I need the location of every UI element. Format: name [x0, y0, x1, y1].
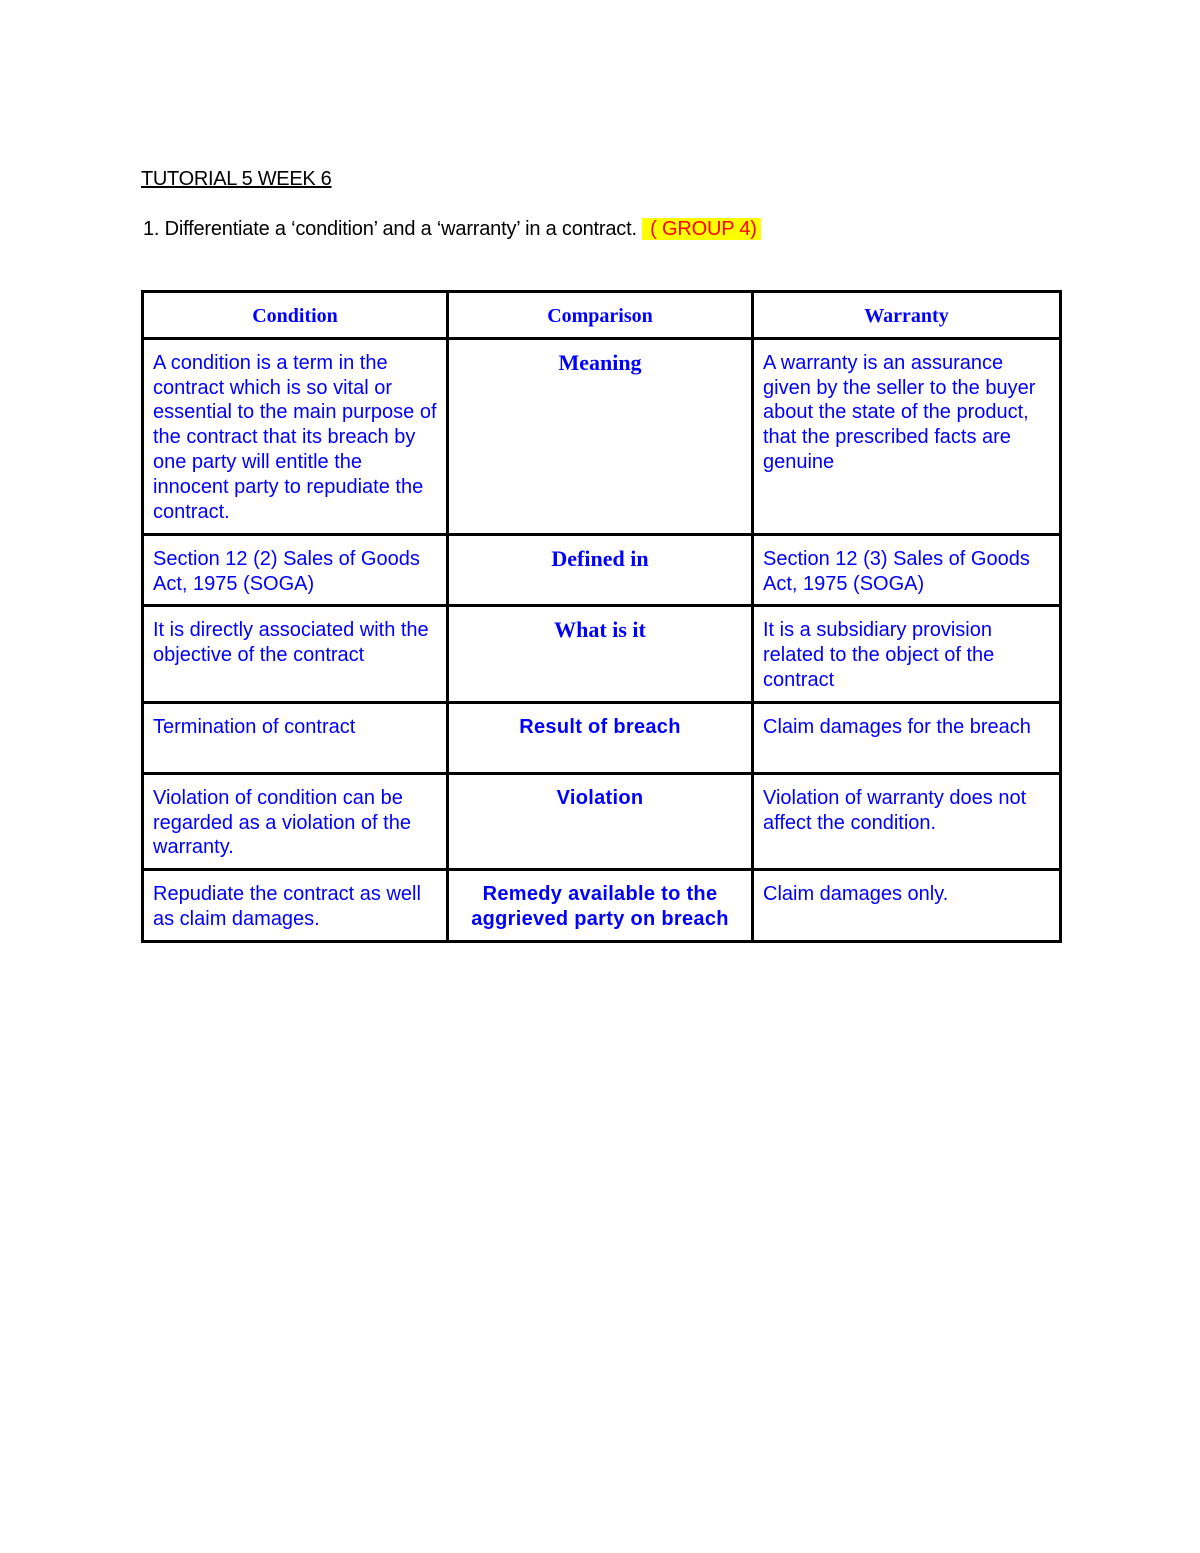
table-row: [143, 338, 1061, 534]
table-row: [143, 773, 1061, 869]
group-tag: ( GROUP 4): [642, 218, 761, 240]
table-header-row: [143, 292, 1061, 339]
comparison-cell: Defined in: [448, 534, 753, 606]
condition-cell: Termination of contract: [143, 702, 448, 773]
condition-cell: Repudiate the contract as well as claim damages.: [143, 870, 448, 942]
comparison-cell: Violation: [448, 773, 753, 869]
warranty-cell: A warranty is an assurance given by the seller to the buyer about the state of the product, that the prescribed facts are genuine: [753, 338, 1061, 534]
condition-cell: Violation of condition can be regarded as a violation of the warranty.: [143, 773, 448, 869]
comparison-cell: Meaning: [448, 338, 753, 534]
header-condition: Condition: [143, 292, 448, 339]
warranty-cell: Claim damages only.: [753, 870, 1061, 942]
comparison-cell: Remedy available to the aggrieved party on breach: [448, 870, 753, 942]
table-row: [143, 534, 1061, 606]
warranty-cell: It is a subsidiary provision related to the object of the contract: [753, 606, 1061, 702]
header-warranty: Warranty: [753, 292, 1061, 339]
table-row: [143, 870, 1061, 942]
comparison-cell: Result of breach: [448, 702, 753, 773]
condition-cell: A condition is a term in the contract which is so vital or essential to the main purpose of the contract that its breach by one party will entitle the innocent party to repudiate the contract.: [143, 338, 448, 534]
warranty-cell: Section 12 (3) Sales of Goods Act, 1975 (SOGA): [753, 534, 1061, 606]
table-row: [143, 606, 1061, 702]
question-label: 1. Differentiate a ‘condition’ and a ‘warranty’ in a contract.: [143, 218, 637, 240]
warranty-cell: Violation of warranty does not affect the condition.: [753, 773, 1061, 869]
table-row: [143, 702, 1061, 773]
comparison-table: [141, 290, 1062, 943]
question-text: [143, 216, 761, 242]
warranty-cell: Claim damages for the breach: [753, 702, 1061, 773]
condition-cell: Section 12 (2) Sales of Goods Act, 1975 (SOGA): [143, 534, 448, 606]
header-comparison: Comparison: [448, 292, 753, 339]
comparison-cell: What is it: [448, 606, 753, 702]
condition-cell: It is directly associated with the objective of the contract: [143, 606, 448, 702]
page-title: TUTORIAL 5 WEEK 6: [141, 168, 332, 190]
